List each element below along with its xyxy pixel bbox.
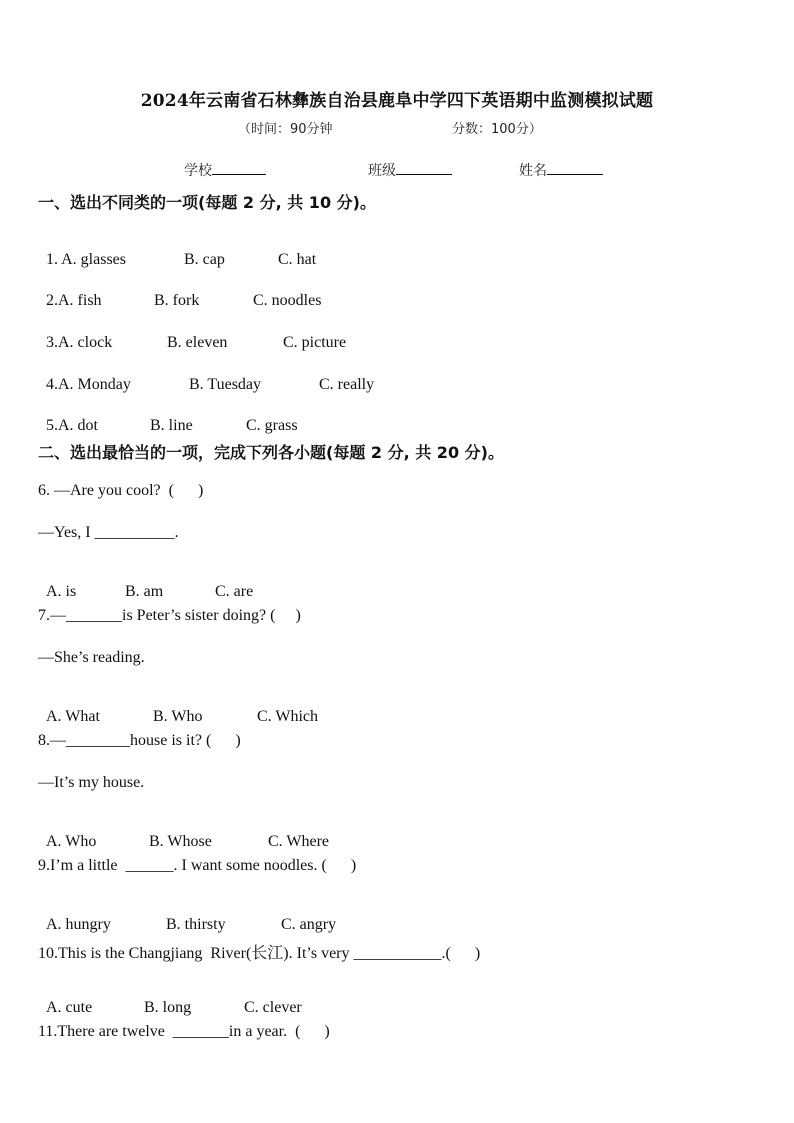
school-blank — [212, 160, 266, 175]
q2-row — [38, 274, 321, 310]
q7-option-a: A. What — [46, 708, 100, 725]
q9-option-b: B. thirsty — [166, 916, 226, 933]
section1-heading: 一、选出不同类的一项(每题 2 分, 共 10 分)。 — [38, 193, 376, 212]
q6-option-b: B. am — [125, 583, 164, 600]
q9-option-a: A. hungry — [46, 916, 111, 933]
q5-option-b: B. line — [150, 417, 193, 434]
q6-stem: 6. —Are you cool? ( ) — [38, 482, 204, 499]
q6-option-c: C. are — [215, 583, 254, 600]
q1-option-b: B. cap — [184, 251, 225, 268]
q5-option-c: C. grass — [246, 417, 298, 434]
q1-option-a: 1. A. glasses — [46, 251, 126, 268]
q10-option-c: C. clever — [244, 999, 302, 1016]
class-field — [368, 160, 452, 180]
q10-option-a: A. cute — [46, 999, 93, 1016]
q8-reply: —It’s my house. — [38, 774, 145, 791]
exam-score: 分数：100分） — [452, 122, 542, 137]
q8-options — [38, 815, 329, 851]
q6-reply: —Yes, I __________. — [38, 524, 179, 541]
q10-option-b: B. long — [144, 999, 192, 1016]
name-field — [519, 160, 603, 180]
q10-stem: 10.This is the Changjiang River(长江). It’s very ___________.( ) — [38, 945, 481, 962]
q7-reply: —She’s reading. — [38, 649, 145, 666]
class-label: 班级 — [368, 163, 396, 179]
q8-option-a: A. Who — [46, 833, 97, 850]
q7-option-c: C. Which — [257, 708, 319, 725]
class-blank — [396, 160, 452, 175]
q1-option-c: C. hat — [278, 251, 317, 268]
q6-options — [38, 565, 253, 601]
q5-option-a: 5.A. dot — [46, 417, 98, 434]
q5-row — [38, 399, 298, 435]
q8-stem: 8.—________house is it? ( ) — [38, 732, 241, 749]
exam-time: （时间：90分钟 — [238, 122, 333, 137]
q3-option-a: 3.A. clock — [46, 334, 113, 351]
q2-option-b: B. fork — [154, 292, 200, 309]
q4-option-a: 4.A. Monday — [46, 376, 131, 393]
q3-row — [38, 316, 346, 352]
exam-title: 2024年云南省石林彝族自治县鹿阜中学四下英语期中监测模拟试题 — [140, 91, 654, 111]
q7-option-b: B. Who — [153, 708, 203, 725]
q7-stem: 7.—_______is Peter’s sister doing? ( ) — [38, 607, 301, 624]
q3-option-c: C. picture — [283, 334, 347, 351]
name-blank — [547, 160, 603, 175]
section2-heading: 二、选出最恰当的一项，完成下列各小题(每题 2 分, 共 20 分)。 — [38, 443, 504, 462]
q4-option-b: B. Tuesday — [189, 376, 262, 393]
q8-option-b: B. Whose — [149, 833, 212, 850]
q7-options — [38, 690, 318, 726]
q8-option-c: C. Where — [268, 833, 330, 850]
q2-option-c: C. noodles — [253, 292, 322, 309]
name-label: 姓名 — [519, 163, 547, 179]
q9-stem: 9.I’m a little ______. I want some noodles. ( ) — [38, 857, 357, 874]
q6-option-a: A. is — [46, 583, 77, 600]
q9-options — [38, 898, 336, 934]
q4-row — [38, 358, 374, 394]
q11-stem: 11.There are twelve _______in a year. ( ) — [38, 1023, 330, 1040]
school-field — [184, 160, 266, 180]
q4-option-c: C. really — [319, 376, 375, 393]
school-label: 学校 — [184, 163, 212, 179]
q3-option-b: B. eleven — [167, 334, 228, 351]
q2-option-a: 2.A. fish — [46, 292, 102, 309]
q1-row — [38, 233, 316, 269]
q10-options — [38, 981, 302, 1017]
q9-option-c: C. angry — [281, 916, 337, 933]
